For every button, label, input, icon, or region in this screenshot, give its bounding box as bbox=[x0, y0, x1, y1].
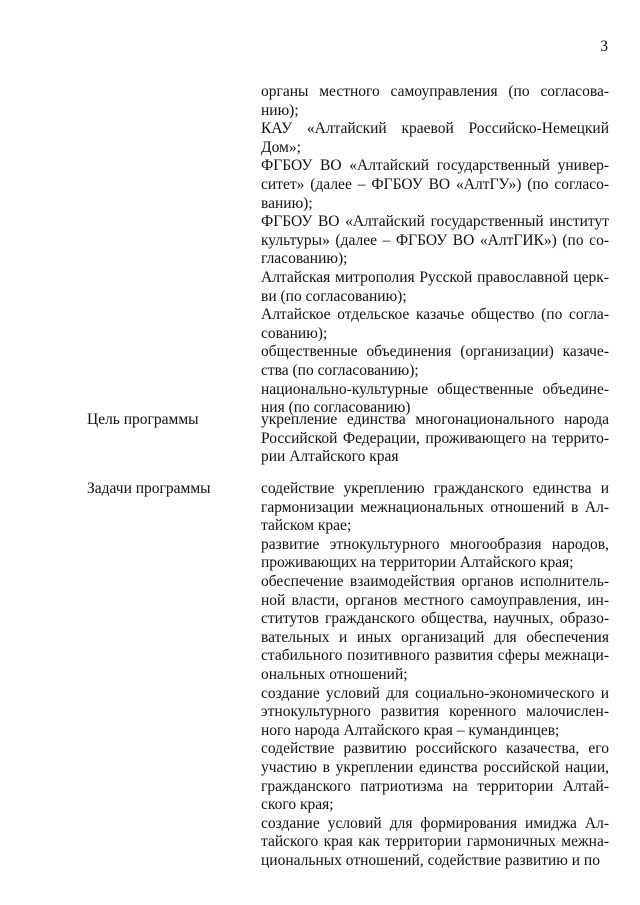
task-item: создание условий для формирования имиджа Алтайского края как территории гармоничных межнациональных отношений, содействие развитию и по bbox=[261, 814, 609, 869]
participants-continued-block bbox=[261, 83, 609, 418]
participant-item: органы местного самоуправления (по согласованию); bbox=[261, 83, 609, 119]
participant-item: Алтайская митрополия Русской православной церкви (по согласованию); bbox=[261, 268, 609, 305]
tasks-label: Задачи программы bbox=[87, 480, 211, 497]
goal-paragraph: укрепление единства многонационального народа Российской Федерации, проживающего на территории Алтайского края bbox=[261, 411, 609, 466]
task-item: содействие развитию российского казачества, его участию в укреплении единства российской нации, гражданского патриотизма на территории Алтайского края; bbox=[261, 740, 609, 814]
participant-item: Алтайское отдельское казачье общество (по согласованию); bbox=[261, 306, 609, 342]
page-number: 3 bbox=[600, 38, 608, 55]
task-item: обеспечение взаимодействия органов исполнительной власти, органов местного самоуправления, институтов гражданского общества, научных, образовательных и иных организаций для обеспечения стабильного позитивного развития сферы межнациональных отношений; bbox=[261, 572, 609, 683]
goal-content bbox=[261, 411, 609, 467]
tasks-content bbox=[261, 480, 609, 870]
task-item: содействие укреплению гражданского единства и гармонизации межнациональных отношений в Алтайском крае; bbox=[261, 480, 609, 535]
participant-item: КАУ «Алтайский краевой Российско-Немецкий Дом»; bbox=[261, 120, 609, 156]
task-item: развитие этнокультурного многообразия народов, проживающих на территории Алтайского края; bbox=[261, 535, 609, 572]
participant-item: национально-культурные общественные объединения (по согласованию) bbox=[261, 380, 609, 417]
participant-item: ФГБОУ ВО «Алтайский государственный институт культуры» (далее – ФГБОУ ВО «АлтГИК») (по согласованию); bbox=[261, 213, 609, 268]
task-item: создание условий для социально-экономического и этнокультурного развития коренного малочисленного народа Алтайского края – кумандинцев; bbox=[261, 684, 609, 739]
goal-label: Цель программы bbox=[87, 411, 199, 428]
participant-item: общественные объединения (организации) казачества (по согласованию); bbox=[261, 343, 609, 379]
participant-item: ФГБОУ ВО «Алтайский государственный университет» (далее – ФГБОУ ВО «АлтГУ») (по согласованию); bbox=[261, 157, 609, 212]
